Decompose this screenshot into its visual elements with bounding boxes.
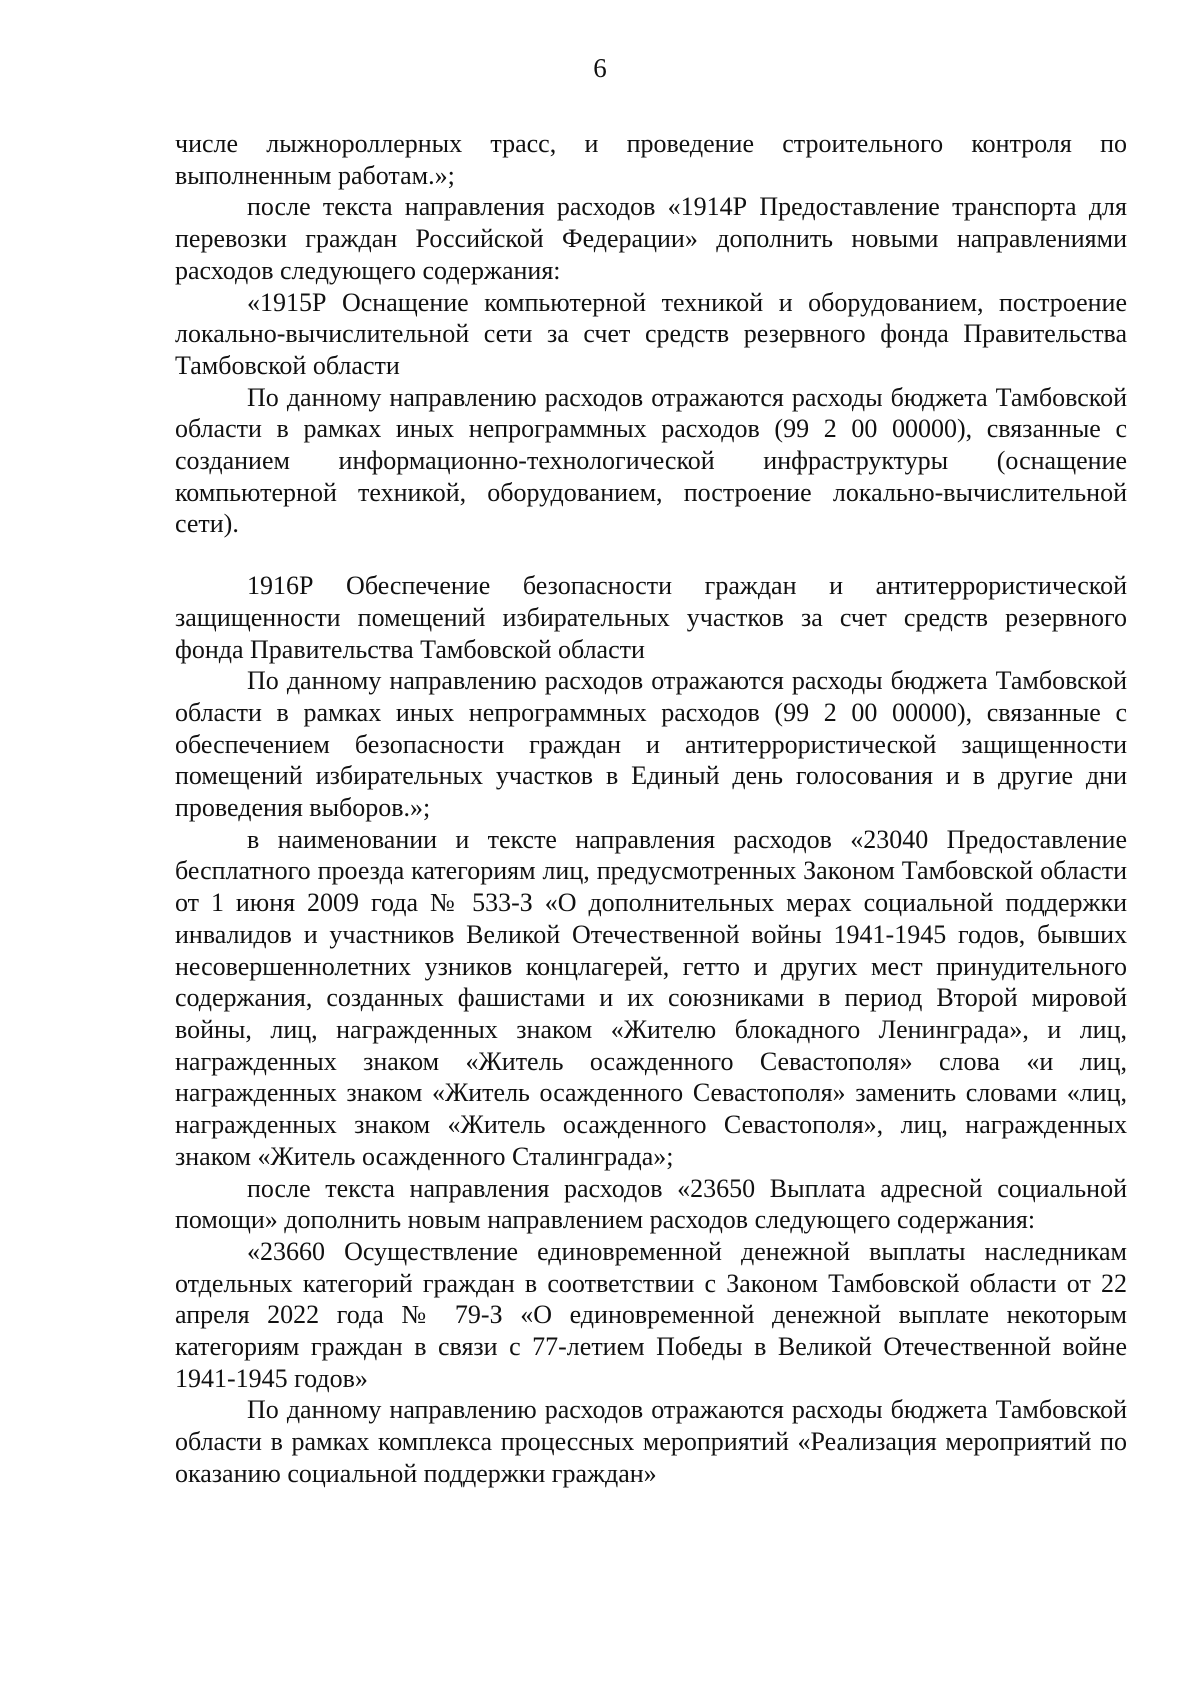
paragraph-1915r-description: По данному направлению расходов отражаются расходы бюджета Тамбовской области в рамках иных непрограммных расходов (99 2 00 00000), связанные с созданием информационно-технологической инфраструктуры (оснащение компьютерной техникой, оборудованием, построение локально-вычислительной сети). (175, 382, 1127, 539)
paragraph-23660-title: «23660 Осуществление единовременной денежной выплаты наследникам отдельных категорий граждан в соответствии с Законом Тамбовской области от 22 апреля 2022 года № 79-З «О единовременной денежной выплате некоторым категориям граждан в связи с 77-летием Победы в Великой Отечественной войне 1941-1945 годов» (175, 1236, 1127, 1393)
paragraph-amendment-23650: после текста направления расходов «23650 Выплата адресной социальной помощи» дополнить новым направлением расходов следующего содержания: (175, 1173, 1127, 1235)
paragraph-amendment-1914r: после текста направления расходов «1914Р Предоставление транспорта для перевозки граждан Российской Федерации» дополнить новыми направлениями расходов следующего содержания: (175, 192, 1127, 285)
paragraph-gap (175, 540, 1127, 570)
paragraph-continuation: числе лыжнороллерных трасс, и проведение строительного контроля по выполненным работам.»; (175, 129, 1127, 190)
paragraph-1915r-title: «1915Р Оснащение компьютерной техникой и оборудованием, построение локально-вычислительной сети за счет средств резервного фонда Правительства Тамбовской области (175, 287, 1127, 380)
paragraph-1916r-description: По данному направлению расходов отражаются расходы бюджета Тамбовской области в рамках иных непрограммных расходов (99 2 00 00000), связанные с обеспечением безопасности граждан и антитеррористической защищенности помещений избирательных участков в Единый день голосования и в другие дни проведения выборов.»; (175, 666, 1127, 823)
paragraph-amendment-23040: в наименовании и тексте направления расходов «23040 Предоставление бесплатного проезда категориям лиц, предусмотренных Законом Тамбовской области от 1 июня 2009 года № 533-З «О дополнительных мерах социальной поддержки инвалидов и участников Великой Отечественной войны 1941-1945 годов, бывших несовершеннолетних узников концлагерей, гетто и других мест принудительного содержания, созданных фашистами и их союзниками в период Второй мировой войны, лиц, награжденных знаком «Жителю блокадного Ленинграда», и лиц, награжденных знаком «Житель осажденного Севастополя» слова «и лиц, награжденных знаком «Житель осажденного Севастополя» заменить словами «лиц, награжденных знаком «Житель осажденного Севастополя», лиц, награжденных знаком «Житель осажденного Сталинграда»; (175, 824, 1127, 1171)
paragraph-23660-description: По данному направлению расходов отражаются расходы бюджета Тамбовской области в рамках комплекса процессных мероприятий «Реализация мероприятий по оказанию социальной поддержки граждан» (175, 1395, 1127, 1488)
paragraph-1916r-title: 1916Р Обеспечение безопасности граждан и антитеррористической защищенности помещений избирательных участков за счет средств резервного фонда Правительства Тамбовской области (175, 571, 1127, 664)
page-number: 6 (593, 53, 607, 83)
document-body (175, 128, 1127, 1490)
